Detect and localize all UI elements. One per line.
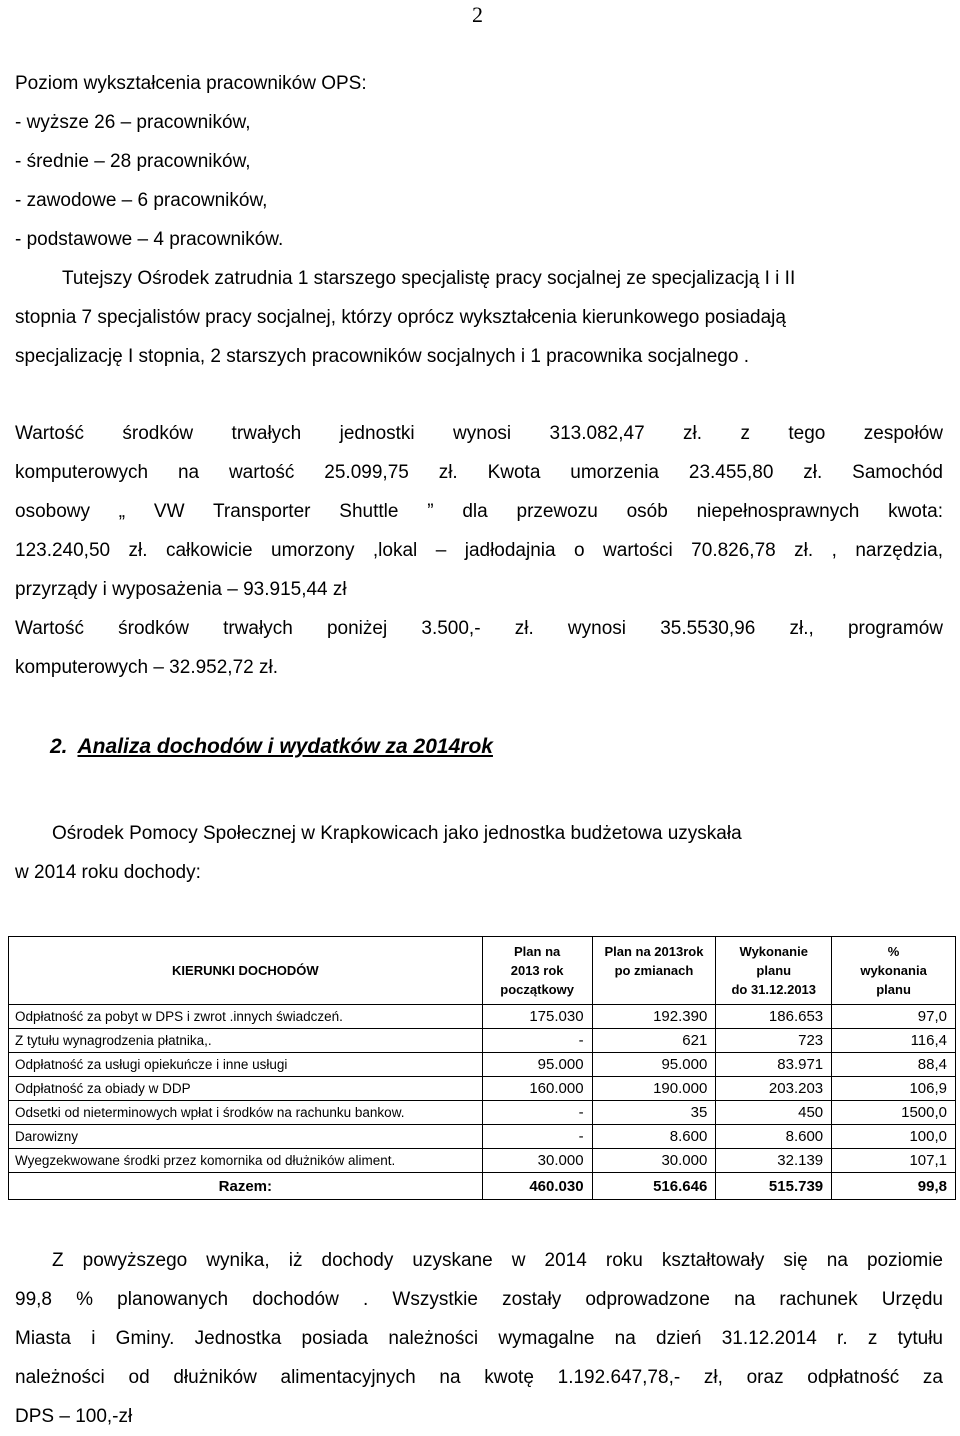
education-item-secondary: - średnie – 28 pracowników,: [15, 151, 251, 172]
row-label: Odsetki od nieterminowych wpłat i środków na rachunku bankow.: [9, 1101, 483, 1125]
row-plan-initial: 175.030: [482, 1005, 592, 1029]
row-plan-changed: 192.390: [592, 1005, 716, 1029]
section-heading: [50, 735, 493, 759]
table-row: [9, 1053, 956, 1077]
assets-line: Wartość środków trwałych jednostki wynosi 313.082,47 zł. z tego zespołów: [15, 423, 943, 444]
conclusion-line: należności od dłużników alimentacyjnych na kwotę 1.192.647,78,- zł, oraz odpłatność za: [15, 1367, 943, 1388]
row-percent: 97,0: [832, 1005, 956, 1029]
assets-line: 123.240,50 zł. całkowicie umorzony ,lokal – jadłodajnia o wartości 70.826,78 zł. , narzędzia,: [15, 540, 943, 561]
row-execution: 186.653: [716, 1005, 832, 1029]
assets-line: Wartość środków trwałych poniżej 3.500,- zł. wynosi 35.5530,96 zł., programów: [15, 618, 943, 639]
row-plan-initial: -: [482, 1029, 592, 1053]
row-label: Odpłatność za pobyt w DPS i zwrot .innych świadczeń.: [9, 1005, 483, 1029]
row-execution: 8.600: [716, 1125, 832, 1149]
row-label: Odpłatność za usługi opiekuńcze i inne usługi: [9, 1053, 483, 1077]
table-row: [9, 1101, 956, 1125]
conclusion-line: Miasta i Gminy. Jednostka posiada należności wymagalne na dzień 31.12.2014 r. z tytułu: [15, 1328, 943, 1349]
row-plan-changed: 8.600: [592, 1125, 716, 1149]
conclusion-line: Z powyższego wynika, iż dochody uzyskane w 2014 roku kształtowały się na poziomie: [52, 1250, 943, 1271]
header-execution: Wykonanie planu do 31.12.2013: [716, 937, 832, 1005]
row-percent: 88,4: [832, 1053, 956, 1077]
intro-line1: Ośrodek Pomocy Społecznej w Krapkowicach jako jednostka budżetowa uzyskała: [52, 823, 742, 844]
header-percent: % wykonania planu: [832, 937, 956, 1005]
row-execution: 32.139: [716, 1149, 832, 1173]
total-plan-initial: 460.030: [482, 1173, 592, 1200]
row-plan-initial: 30.000: [482, 1149, 592, 1173]
row-execution: 450: [716, 1101, 832, 1125]
header-plan-changed: Plan na 2013rok po zmianach: [592, 937, 716, 1005]
income-table: [8, 936, 956, 1200]
conclusion-line: DPS – 100,-zł: [15, 1406, 133, 1427]
row-plan-initial: 95.000: [482, 1053, 592, 1077]
total-plan-changed: 516.646: [592, 1173, 716, 1200]
education-title: Poziom wykształcenia pracowników OPS:: [15, 73, 367, 94]
row-plan-changed: 35: [592, 1101, 716, 1125]
assets-line: komputerowych – 32.952,72 zł.: [15, 657, 278, 678]
row-plan-initial: 160.000: [482, 1077, 592, 1101]
row-label: Odpłatność za obiady w DDP: [9, 1077, 483, 1101]
section-number: 2.: [50, 735, 68, 758]
total-label: Razem:: [9, 1173, 483, 1200]
assets-line: przyrządy i wyposażenia – 93.915,44 zł: [15, 579, 347, 600]
table-row: [9, 1077, 956, 1101]
table-total-row: [9, 1173, 956, 1200]
row-execution: 203.203: [716, 1077, 832, 1101]
education-item-primary: - podstawowe – 4 pracowników.: [15, 229, 284, 250]
row-plan-changed: 190.000: [592, 1077, 716, 1101]
table-row: [9, 1005, 956, 1029]
row-percent: 116,4: [832, 1029, 956, 1053]
assets-line: osobowy „ VW Transporter Shuttle ” dla przewozu osób niepełnosprawnych kwota:: [15, 501, 943, 522]
intro-line2: w 2014 roku dochody:: [15, 862, 201, 883]
conclusion-line: 99,8 % planowanych dochodów . Wszystkie zostały odprowadzone na rachunek Urzędu: [15, 1289, 943, 1310]
conclusion-paragraph: [15, 1241, 943, 1436]
assets-paragraph: [15, 414, 943, 687]
table-row: [9, 1149, 956, 1173]
staff-paragraph-line3: specjalizację I stopnia, 2 starszych pracowników socjalnych i 1 pracownika socjalnego .: [15, 346, 749, 367]
header-kierunki: KIERUNKI DOCHODÓW: [9, 937, 483, 1005]
education-item-vocational: - zawodowe – 6 pracowników,: [15, 190, 268, 211]
row-plan-changed: 30.000: [592, 1149, 716, 1173]
header-plan-initial: Plan na 2013 rok początkowy: [482, 937, 592, 1005]
row-percent: 107,1: [832, 1149, 956, 1173]
section-title: Analiza dochodów i wydatków za 2014rok: [77, 735, 493, 758]
row-plan-initial: -: [482, 1101, 592, 1125]
row-execution: 723: [716, 1029, 832, 1053]
page-number: 2: [472, 2, 483, 27]
row-plan-changed: 95.000: [592, 1053, 716, 1077]
staff-paragraph-line1: Tutejszy Ośrodek zatrudnia 1 starszego specjalistę pracy socjalnej ze specjalizacją I i II: [62, 268, 796, 289]
table-row: [9, 1029, 956, 1053]
row-percent: 106,9: [832, 1077, 956, 1101]
row-label: Darowizny: [9, 1125, 483, 1149]
row-execution: 83.971: [716, 1053, 832, 1077]
table-header-row: [9, 937, 956, 1005]
assets-line: komputerowych na wartość 25.099,75 zł. Kwota umorzenia 23.455,80 zł. Samochód: [15, 462, 943, 483]
total-percent: 99,8: [832, 1173, 956, 1200]
row-percent: 1500,0: [832, 1101, 956, 1125]
total-execution: 515.739: [716, 1173, 832, 1200]
table-row: [9, 1125, 956, 1149]
row-plan-initial: -: [482, 1125, 592, 1149]
row-percent: 100,0: [832, 1125, 956, 1149]
education-item-higher: - wyższe 26 – pracowników,: [15, 112, 251, 133]
row-label: Z tytułu wynagrodzenia płatnika,.: [9, 1029, 483, 1053]
row-label: Wyegzekwowane środki przez komornika od dłużników aliment.: [9, 1149, 483, 1173]
staff-paragraph-line2: stopnia 7 specjalistów pracy socjalnej, którzy oprócz wykształcenia kierunkowego posiadają: [15, 307, 786, 328]
row-plan-changed: 621: [592, 1029, 716, 1053]
